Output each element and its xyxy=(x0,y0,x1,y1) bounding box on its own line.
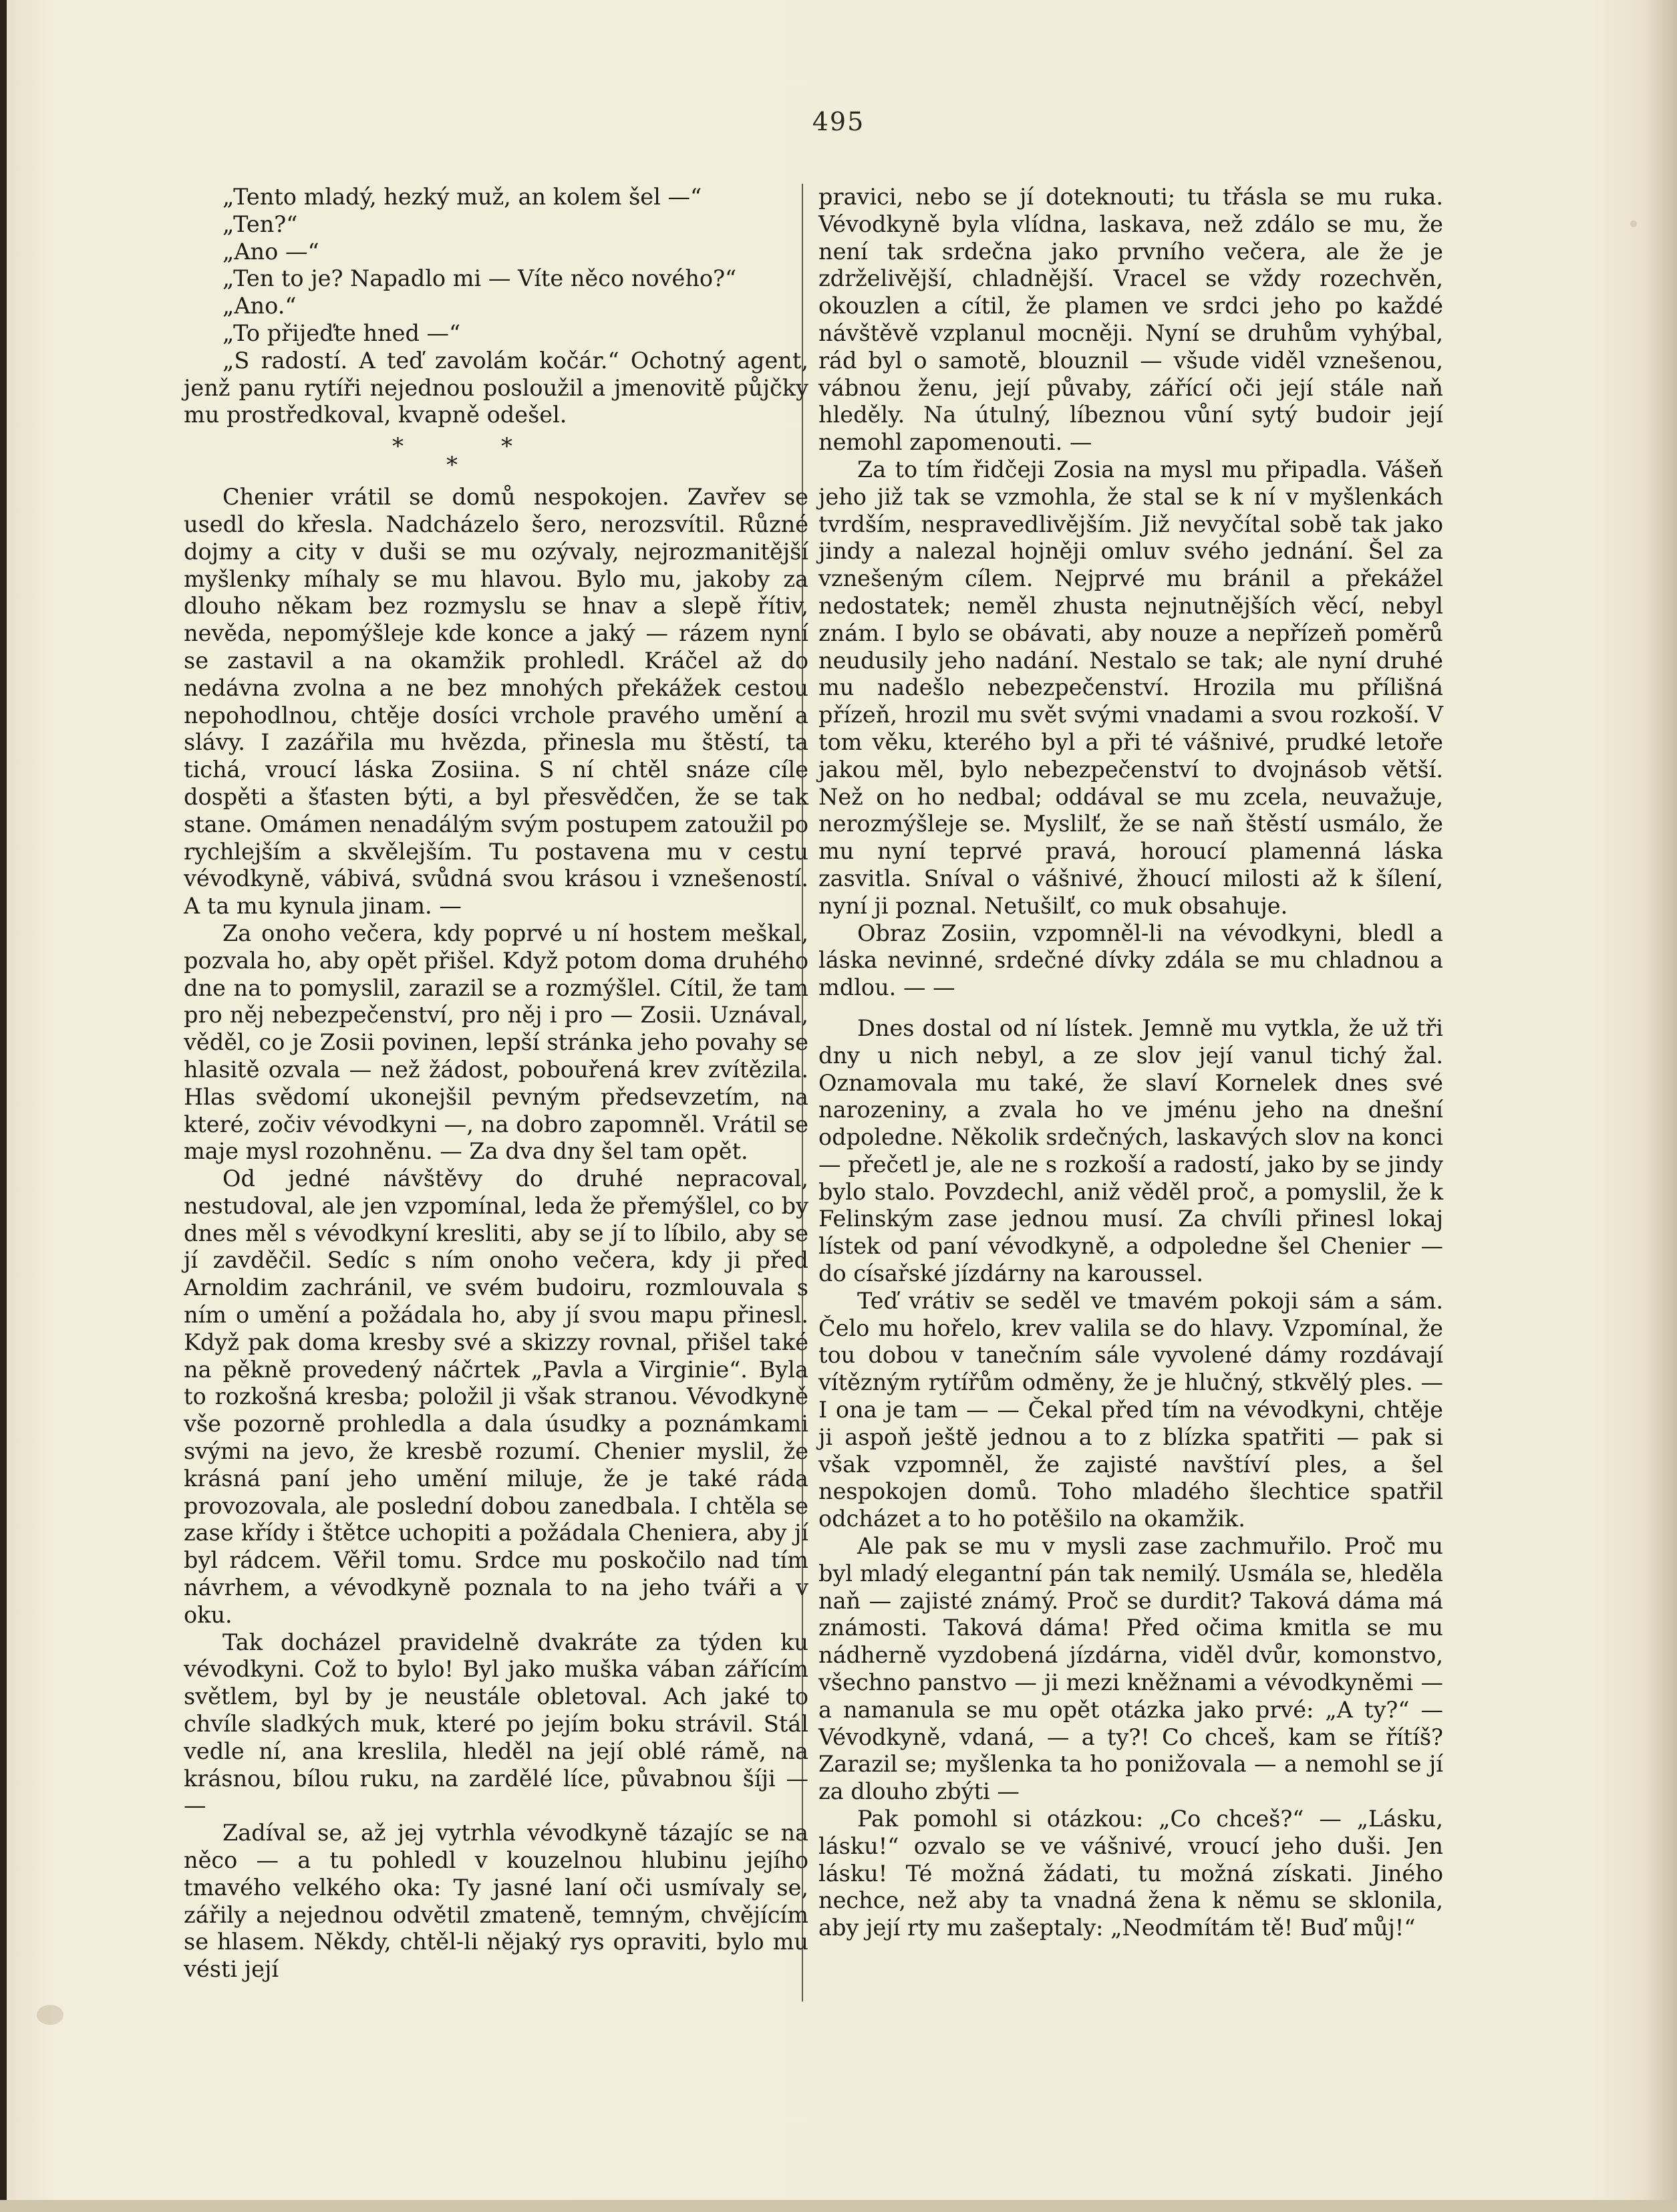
paragraph: Tak docházel pravidelně dvakráte za týden ku vévodkyni. Což to bylo! Byl jako muška vában zářícím světlem, byl by je neustále obletoval. Ach jaké to chvíle sladkých muk, které po jejím boku strávil. Stál vedle ní, ana kreslila, hleděl na její oblé rámě, na krásnou, bílou ruku, na zardělé líce, půvabnou šíji — — xyxy=(184,1629,808,1819)
dialog-line: „Ten to je? Napadlo mi — Víte něco nového?“ xyxy=(222,265,737,292)
dialog-line: „Ten?“ xyxy=(222,211,298,237)
right-column xyxy=(818,184,1443,1942)
paragraph: pravici, nebo se jí doteknouti; tu třásla se mu ruka. Vévodkyně byla vlídna, laskava, než zdálo se mu, že není tak srdečna jako prvního večera, ale že je zdrželivější, chladnější. Vracel se vždy rozechvěn, okouzlen a cítil, že plamen ve srdci jeho po každé návštěvě vzplanul mocněji. Nyní se druhům vyhýbal, rád byl o samotě, blouznil — všude viděl vznešenou, vábnou ženu, její půvaby, zářící oči její stále naň hleděly. Na útulný, líbeznou vůní sytý budoir její nemohl zapomenouti. — xyxy=(818,184,1443,456)
scan-bottom-edge xyxy=(0,2200,1677,2212)
dialog-line: „Tento mladý, hezký muž, an kolem šel —“ xyxy=(222,184,702,210)
left-column xyxy=(184,184,808,1983)
page-number: 495 xyxy=(812,107,865,136)
paragraph: Obraz Zosiin, vzpomněl-li na vévodkyni, bledl a láska nevinné, srdečné dívky zdála se mu chladnou a mdlou. — — xyxy=(818,920,1443,1001)
separator-star: * xyxy=(446,452,458,479)
section-separator xyxy=(184,429,808,484)
paragraph: Zadíval se, až jej vytrhla vévodkyně tázajíc se na něco — a tu pohledl v kouzelnou hlubinu jejího tmavého velkého oka: Ty jasné laní oči usmívaly se, zářily a nejednou odvětil zmateně, temným, chvějícím se hlasem. Někdy, chtěl-li nějaký rys opraviti, bylo mu vésti její xyxy=(184,1820,808,1983)
dialog-line: „Ano —“ xyxy=(222,238,319,265)
paragraph: Za to tím řidčeji Zosia na mysl mu připadla. Vášeň jeho již tak se vzmohla, že stal se k ní v myšlenkách tvrdším, nespravedlivějším. Již nevyčítal sobě tak jako jindy a nalezal hojněji omluv svého jednání. Šel za vznešeným cílem. Nejprvé mu bránil a překážel nedostatek; neměl zhusta nejnutnějších věcí, nebyl znám. I bylo se obávati, aby nouze a nepřízeň poměrů neudusily jeho nadání. Nestalo se tak; ale nyní druhé mu nadešlo nebezpečenství. Hrozila mu přílišná přízeň, hrozil mu svět svými vnadami a svou rozkoší. V tom věku, kterého byl a při té vášnivé, prudké letoře jakou měl, bylo nebezpečenství to dvojnásob větší. Než on ho nedbal; oddával se mu zcela, neuvažuje, nerozmýšleje se. Myslilť, že se naň štěstí usmálo, že mu nyní teprvé pravá, horoucí plamenná láska zasvitla. Sníval o vášnivé, žhoucí milosti až k šílení, nyní ji poznal. Netušilť, co muk obsahuje. xyxy=(818,456,1443,919)
paper-speck xyxy=(1630,221,1637,227)
separator-star: * xyxy=(392,433,404,460)
paragraph: Od jedné návštěvy do druhé nepracoval, nestudoval, ale jen vzpomínal, leda že přemýšlel, co by dnes měl s vévodkyní kresliti, aby se jí to líbilo, aby se jí zavděčil. Sedíc s ním onoho večera, kdy ji před Arnoldim zachránil, ve svém budoiru, rozmlouvala s ním o umění a požádala ho, aby jí svou mapu přinesl. Když pak doma kresby své a skizzy rovnal, přišel také na pěkně provedený náčrtek „Pavla a Virginie“. Byla to rozkošná kresba; položil ji však stranou. Vévodkyně vše pozorně prohledla a dala úsudky a poznámkami svými na jevo, že kresbě rozumí. Chenier myslil, že krásná paní jeho umění miluje, že je také ráda provozovala, ale poslední dobou zanedbala. I chtěla se zase křídy i štětce uchopiti a požádala Cheniera, aby jí byl rádcem. Věřil tomu. Srdce mu poskočilo nad tím návrhem, a vévodkyně poznala to na jeho tváři a v oku. xyxy=(184,1165,808,1628)
dialog-closing: „S radostí. A teď zavolám kočár.“ Ochotný agent, jenž panu rytíři nejednou posloužil a jmenovitě půjčky mu prostředkoval, kvapně odešel. xyxy=(184,347,808,428)
scan-left-edge xyxy=(0,0,7,2212)
dialog-line: „Ano.“ xyxy=(222,293,297,319)
paragraph: Chenier vrátil se domů nespokojen. Zavřev se usedl do křesla. Nadcházelo šero, nerozsvítil. Různé dojmy a city v duši se mu ozývaly, nejrozmanitější myšlenky míhaly se mu hlavou. Bylo mu, jakoby za dlouho někam bez rozmyslu se hnav a slepě řítiv, nevěda, nepomýšleje kde konce a jaký — rázem nyní se zastavil a na okamžik prohledl. Kráčel až do nedávna zvolna a ne bez mnohých překážek cestou nepohodlnou, chtěje dosíci vrchole pravého umění a slávy. I zazářila mu hvězda, přinesla mu štěstí, ta tichá, vroucí láska Zosiina. S ní chtěl snáze cíle dospěti a šťasten býti, a byl přesvědčen, že se tak stane. Omámen nenadálým svým postupem zatoužil po rychlejším a skvělejším. Tu postavena mu v cestu vévodkyně, vábivá, svůdná svou krásou i vznešeností. A ta mu kynula jinam. — xyxy=(184,484,808,920)
separator-star: * xyxy=(501,433,512,460)
paragraph: Teď vrátiv se seděl ve tmavém pokoji sám a sám. Čelo mu hořelo, krev valila se do hlavy. Vzpomínal, že tou dobou v tanečním sále vyvolené dámy rozdávají vítězným rytířům odměny, že je hlučný, stkvělý ples. — I ona je tam — — Čekal před tím na vévodkyni, chtěje ji aspoň ještě jednou a to z blízka spatřiti — pak si však vzpomněl, že zajisté navštíví ples, a šel nespokojen domů. Toho mladého šlechtice spatřil odcházet a to ho potěšilo na okamžik. xyxy=(818,1287,1443,1532)
paper-smudge xyxy=(37,2005,63,2025)
dialog-line: „To přijeďte hned —“ xyxy=(222,319,461,346)
paragraph: Za onoho večera, kdy poprvé u ní hostem meškal, pozvala ho, aby opět přišel. Když potom doma druhého dne na to pomyslil, zarazil se a rozmýšlel. Cítil, že tam pro něj nebezpečenství, pro něj i pro — Zosii. Uznával, věděl, co je Zosii povinen, lepší stránka jeho povahy se hlasitě ozvala — než žádost, pobouřená krev zvítězila. Hlas svědomí ukonejšil pevným předsevzetím, na které, zočiv vévodkyni —, na dobro zapomněl. Vrátil se maje mysl rozohněnu. — Za dva dny šel tam opět. xyxy=(184,920,808,1165)
paragraph: Dnes dostal od ní lístek. Jemně mu vytkla, že už tři dny u nich nebyl, a ze slov její vanul tichý žal. Oznamovala mu také, že slaví Kornelek dnes své narozeniny, a zvala ho ve jménu jeho na dnešní odpoledne. Několik srdečných, laskavých slov na konci — přečetl je, ale ne s rozkoší a radostí, jako by se jindy bylo stalo. Povzdechl, aniž věděl proč, a pomyslil, že k Felinským zase jednou musí. Za chvíli přinesl lokaj lístek od paní vévodkyně, a odpoledne šel Chenier — do císařské jízdárny na karoussel. xyxy=(818,1014,1443,1287)
paragraph: Pak pomohl si otázkou: „Co chceš?“ — „Lásku, lásku!“ ozvalo se ve vášnivé, vroucí jeho duši. Jen lásku! Té možná žádati, tu možná získati. Jiného nechce, než aby ta vnadná žena k němu se sklonila, aby její rty mu zašeptaly: „Neodmítám tě! Buď můj!“ xyxy=(818,1806,1443,1941)
paragraph: Ale pak se mu v mysli zase zachmuřilo. Proč mu byl mladý elegantní pán tak nemilý. Usmála se, hleděla naň — zajisté známý. Proč se durdit? Taková dáma má známosti. Taková dáma! Před očima kmitla se mu nádherně vyzdobená jízdárna, viděl dvůr, komonstvo, všechno panstvo — ji mezi kněžnami a vévodkyněmi — a namanula se mu opět otázka jako prvé: „A ty?“ — Vévodkyně, vdaná, — a ty?! Co chceš, kam se řítíš? Zarazil se; myšlenka ta ho ponižovala — a nemohl se jí za dlouho zbýti — xyxy=(818,1533,1443,1805)
